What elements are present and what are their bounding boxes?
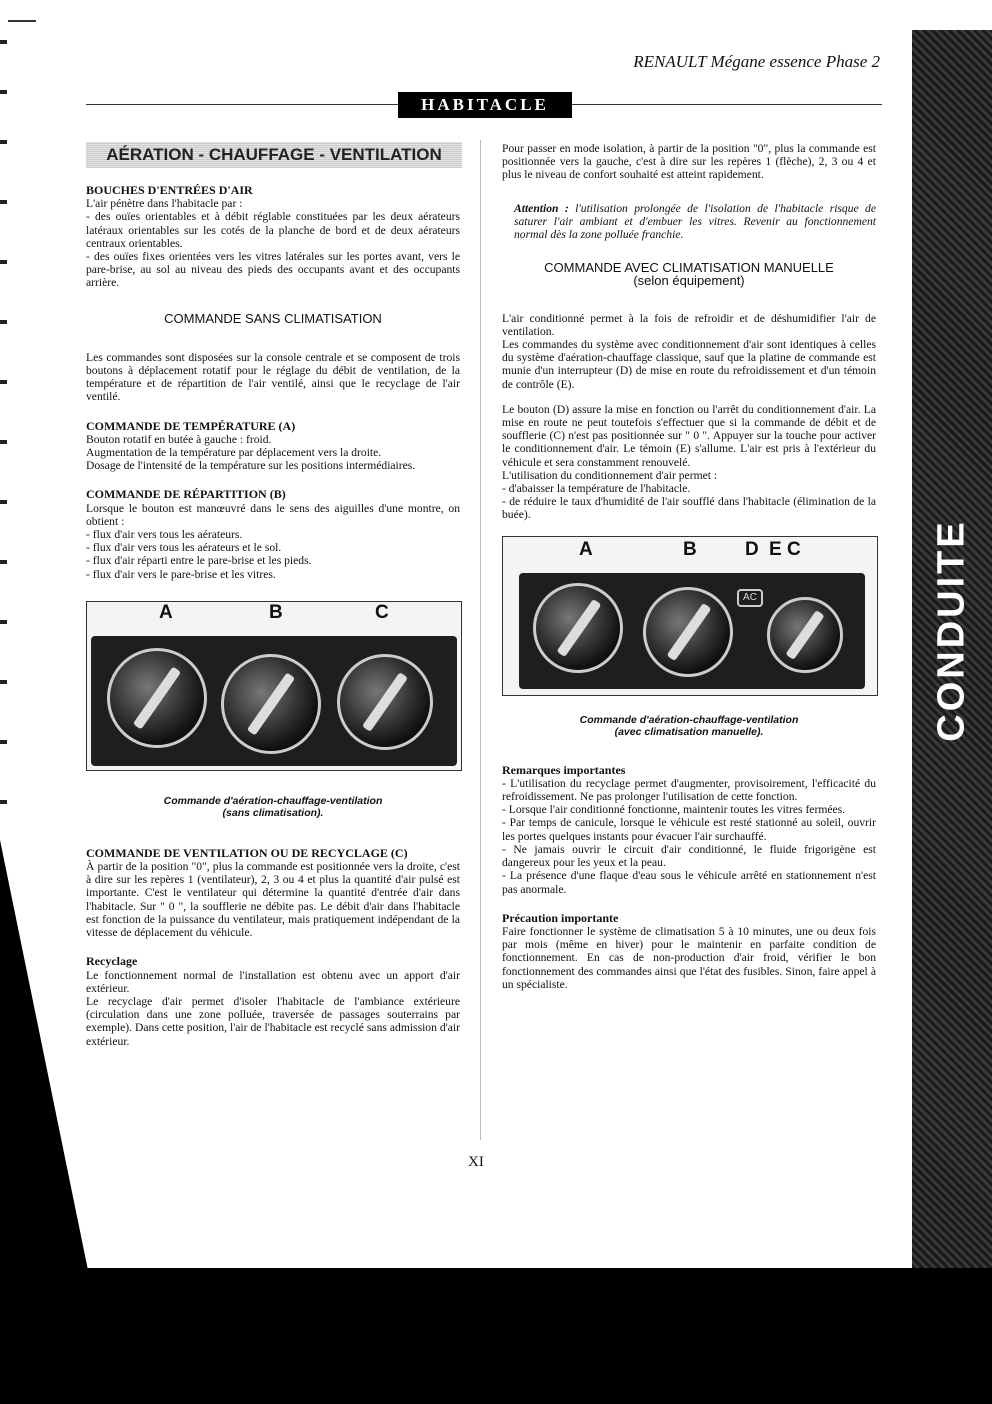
page-title: AÉRATION - CHAUFFAGE - VENTILATION xyxy=(86,142,462,168)
ac-button: AC xyxy=(737,589,763,607)
figure-label-c: C xyxy=(375,601,389,623)
bouches-item: - des ouïes orientables et à débit réglable constituées par les deux aérateurs latéraux orientables sur les cotés de la planche de bord et de deux aérateurs centraux orientables. xyxy=(86,210,460,250)
section-tab: HABITACLE xyxy=(398,92,572,118)
right-column xyxy=(502,142,876,991)
figure-caption-line: (sans climatisation). xyxy=(222,806,324,819)
knob-temperature xyxy=(107,648,207,748)
isolation-paragraph: Pour passer en mode isolation, à partir de la position "0", plus la commande est positionnée vers la gauche, c'est à dire sur les repères 1 (flèche), 2, 3 ou 4 et plus le niveau de confort souhaité est atteint rapidement. xyxy=(502,142,876,182)
figure-caption-line: Commande d'aération-chauffage-ventilation xyxy=(579,713,799,726)
recyclage-heading: Recyclage xyxy=(86,954,138,969)
avec-clim-subheading: (selon équipement) xyxy=(633,273,745,289)
figure-label-e: E xyxy=(769,538,782,560)
scan-bottom-band xyxy=(0,1268,992,1404)
column-divider xyxy=(480,140,481,1140)
avec-clim-item: - d'abaisser la température de l'habitacle. xyxy=(502,482,691,496)
precaution-heading: Précaution importante xyxy=(502,910,619,925)
precaution-paragraph: Faire fonctionner le système de climatisation 5 à 10 minutes, une ou deux fois par mois (même en hiver) pour le maintenir en parfaite condition de fonctionnement. En cas de non-production d'air froid, vérifier le bon fonctionnement des commandes ainsi que l'état des fusibles. Sinon, faire appel à un spécialiste. xyxy=(502,924,876,991)
remarques-item: - Ne jamais ouvrir le circuit d'air conditionné, le fluide frigorigène est dangereux pour les yeux et la peau. xyxy=(502,842,876,870)
figure-caption-line: Commande d'aération-chauffage-ventilation xyxy=(163,794,383,807)
remarques-item: - La présence d'une flaque d'eau sous le véhicule arrêté en stationnement n'est pas anormale. xyxy=(502,869,876,896)
figure-label-b: B xyxy=(269,601,283,623)
figure-label-d: D xyxy=(745,538,759,560)
figure-caption-line: (avec climatisation manuelle). xyxy=(614,725,764,738)
knob-ventilation xyxy=(767,597,843,673)
repartition-item: - flux d'air vers tous les aérateurs. xyxy=(86,528,243,542)
repartition-item: - flux d'air vers le pare-brise et les vitres. xyxy=(86,567,276,581)
sans-clim-heading: COMMANDE SANS CLIMATISATION xyxy=(164,310,382,326)
repartition-intro: Lorsque le bouton est manœuvré dans le sens des aiguilles d'une montre, on obtient : xyxy=(86,501,460,528)
remarques-item: - L'utilisation du recyclage permet d'augmenter, provisoirement, l'efficacité du refroidissement. Ne pas prolonger l'utilisation de cette fonction. xyxy=(502,776,876,804)
running-header: RENAULT Mégane essence Phase 2 xyxy=(633,52,880,71)
side-tab-label: CONDUITE xyxy=(930,518,973,742)
figure-controls-ac xyxy=(502,536,878,696)
avec-clim-paragraph: L'utilisation du conditionnement d'air permet : xyxy=(502,468,718,482)
bouches-heading: BOUCHES D'ENTRÉES D'AIR xyxy=(86,183,253,197)
temperature-line: Dosage de l'intensité de la température sur les positions intermédiaires. xyxy=(86,459,416,473)
scan-left-shadow xyxy=(0,840,90,1280)
bouches-item: - des ouïes fixes orientées vers les vitres latérales sur les portes avant, vers le pare-brise, au sol au niveau des pieds des occupants avant et des occupants arrière. xyxy=(86,250,460,290)
temperature-line: Bouton rotatif en butée à gauche : froid. xyxy=(86,432,272,446)
knob-repartition xyxy=(221,654,321,754)
attention-note xyxy=(502,202,876,242)
repartition-heading: COMMANDE DE RÉPARTITION (B) xyxy=(86,487,286,502)
figure-label-a: A xyxy=(579,538,593,560)
page-number: XI xyxy=(468,1154,484,1170)
sans-clim-paragraph: Les commandes sont disposées sur la console centrale et se composent de trois boutons à déplacement rotatif pour le réglage du débit de ventilation, de la température et de répartition de l'air ventilé, ainsi que le recyclage de l'air ventilé. xyxy=(86,350,460,404)
bouches-intro: L'air pénètre dans l'habitacle par : xyxy=(86,197,243,211)
knob-ventilation xyxy=(337,654,433,750)
scan-top-mark xyxy=(8,20,36,22)
repartition-item: - flux d'air réparti entre le pare-brise et les pieds. xyxy=(86,554,312,568)
remarques-item: - Lorsque l'air conditionné fonctionne, maintenir toutes les vitres fermées. xyxy=(502,803,846,817)
figure-controls-no-ac xyxy=(86,601,462,771)
temperature-heading: COMMANDE DE TEMPÉRATURE (A) xyxy=(86,418,296,433)
recyclage-paragraph: Le fonctionnement normal de l'installation est obtenu avec un apport d'air extérieur. xyxy=(86,968,460,995)
avec-clim-paragraph: Les commandes du système avec conditionnement d'air sont identiques à celles du système d'aération-chauffage classique, sauf que la platine de commande est munie d'un interrupteur (D) de mise en route du refroidissement et d'un témoin de contrôle (E). xyxy=(502,338,876,391)
avec-clim-paragraph: L'air conditionné permet à la fois de refroidir et de déshumidifier l'air de ventilation. xyxy=(502,311,876,338)
remarques-heading: Remarques importantes xyxy=(502,762,626,777)
avec-clim-paragraph: Le bouton (D) assure la mise en fonction ou l'arrêt du conditionnement d'air. La mise en route ne peut toutefois s'effectuer que si la commande de débit et de soufflerie (C) n'est pas positionnée sur " 0 ". Appuyer sur la touche pour activer le conditionnement d'air. Le témoin (E) s'allume. L'air est pris à l'extérieur du véhicule et sera constamment renouvelé. xyxy=(502,402,876,469)
attention-text: l'utilisation prolongée de l'isolation de l'habitacle risque de saturer l'air ambiant et d'embuer les vitres. Revenir au fonctionnement normal dès la zone polluée franchie. xyxy=(514,201,876,242)
left-column xyxy=(86,142,460,1048)
recyclage-paragraph: Le recyclage d'air permet d'isoler l'habitacle de l'ambiance extérieure (circulation dans une zone polluée, traversée de passages souterrains par exemple). Dans cette position, l'air de l'habitacle est recyclé sans admission d'air extérieur. xyxy=(86,994,460,1048)
figure-label-a: A xyxy=(159,601,173,623)
repartition-item: - flux d'air vers tous les aérateurs et le sol. xyxy=(86,541,282,555)
side-tab xyxy=(912,480,992,780)
ventilation-paragraph: À partir de la position "0", plus la commande est positionnée vers la droite, c'est à dire sur les repères 1 (ventilateur), 2, 3 ou 4 et plus la quantité d'air pulsé est importante. C'est le ventilateur qui détermine la quantité d'entrée d'air dans l'habitacle. Sur " 0 ", la soufflerie ne débite pas. Le débit d'air dans l'habitacle est fonction de la puissance du ventilateur, mais pratiquement indépendant de la vitesse de déplacement du véhicule. xyxy=(86,860,460,940)
ventilation-heading: COMMANDE DE VENTILATION OU DE RECYCLAGE (C) xyxy=(86,845,408,860)
remarques-item: - Par temps de canicule, lorsque le véhicule est resté stationné au soleil, ouvrir les portes quelques instants pour évacuer l'air surchauffé. xyxy=(502,816,876,843)
knob-temperature xyxy=(533,583,623,673)
avec-clim-heading: COMMANDE AVEC CLIMATISATION MANUELLE xyxy=(544,260,834,276)
figure-label-c: C xyxy=(787,538,801,560)
temperature-line: Augmentation de la température par déplacement vers la droite. xyxy=(86,446,382,460)
attention-label: Attention : xyxy=(514,201,569,215)
figure-label-b: B xyxy=(683,538,697,560)
avec-clim-item: - de réduire le taux d'humidité de l'air soufflé dans l'habitacle (élimination de la buée). xyxy=(502,495,876,522)
knob-repartition xyxy=(643,587,733,677)
